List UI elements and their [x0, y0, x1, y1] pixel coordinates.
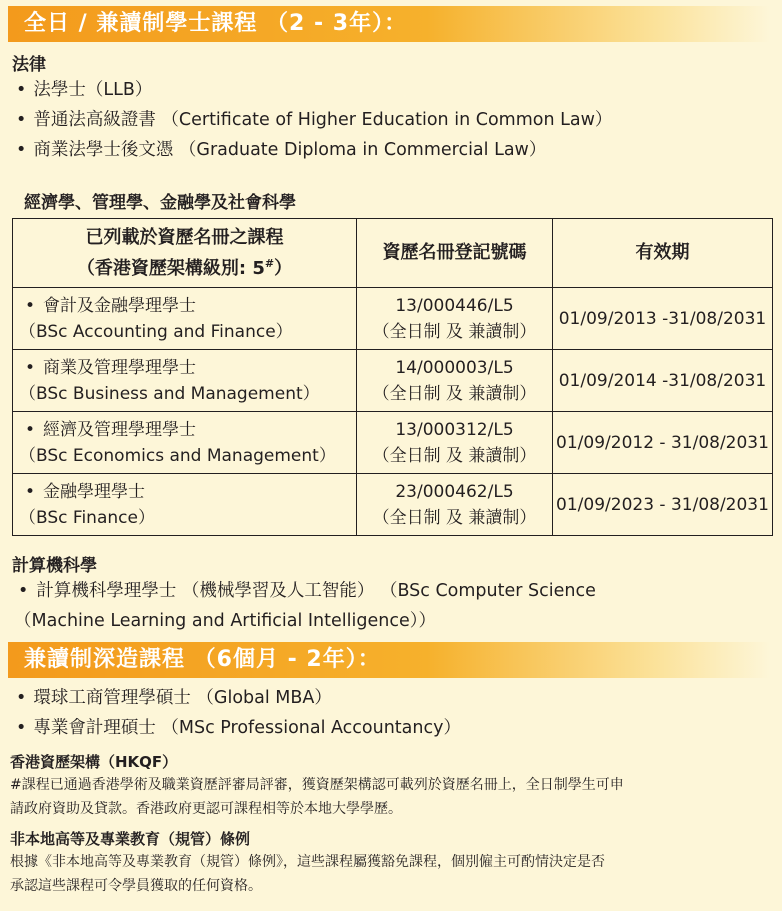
table-row [13, 288, 773, 350]
programme-zh: • 經濟及管理學理學士 [19, 417, 356, 443]
programme-zh: • 商業及管理學理學士 [19, 355, 356, 381]
fulltime-banner: 全日 / 兼讀制學士課程 （2 - 3年）： [8, 6, 770, 42]
study-mode: （全日制 及 兼讀制） [372, 321, 537, 342]
cs-heading: 計算機科學 [12, 556, 97, 576]
list-item: • 普通法高級證書 （Certificate of Higher Education in Common Law） [16, 105, 612, 135]
study-mode: （全日制 及 兼讀制） [372, 445, 537, 466]
registration-number: 13/000446/L5 [395, 295, 514, 316]
nonlocal-text-line2: 承認這些課程可令學員獲取的任何資格。 [10, 878, 262, 894]
validity-cell: 01/09/2014 -31/08/2031 [553, 350, 773, 412]
hkqf-text [10, 773, 770, 821]
programme-zh: • 會計及金融學理學士 [19, 293, 356, 319]
cs-item-line2: （Machine Learning and Artificial Intelligence）） [14, 611, 436, 631]
registration-cell [357, 412, 553, 474]
programme-en: （BSc Economics and Management） [19, 445, 336, 466]
business-heading: 經濟學、管理學、金融學及社會科學 [24, 193, 296, 213]
table-row [13, 474, 773, 536]
list-item: • 環球工商管理學碩士 （Global MBA） [16, 683, 461, 713]
programme-cell [13, 474, 357, 536]
validity-cell: 01/09/2013 -31/08/2031 [553, 288, 773, 350]
study-mode: （全日制 及 兼讀制） [372, 507, 537, 528]
programme-en: （BSc Business and Management） [19, 383, 320, 404]
hkqf-heading: 香港資歷架構（HKQF） [10, 753, 178, 771]
nonlocal-text [10, 850, 770, 898]
parttime-list [16, 683, 461, 743]
table-header-row [13, 219, 773, 288]
header-programme-line2: （香港資歷架構級別: 5#） [76, 256, 293, 279]
programme-table [12, 218, 773, 536]
registration-cell [357, 474, 553, 536]
list-item: • 專業會計理碩士 （MSc Professional Accountancy） [16, 713, 461, 743]
programme-zh: • 金融學理學士 [19, 479, 356, 505]
list-item: • 法學士（LLB） [16, 75, 612, 105]
parttime-banner: 兼讀制深造課程 （6個月 - 2年）： [8, 642, 770, 678]
nonlocal-heading: 非本地高等及專業教育（規管）條例 [10, 830, 251, 848]
programme-en: （BSc Finance） [19, 507, 155, 528]
registration-cell [357, 288, 553, 350]
registration-number: 14/000003/L5 [395, 357, 514, 378]
hkqf-text-line1: #課程已通過香港學術及職業資歷評審局評審，獲資歷架構認可載列於資歷名冊上，全日制學生可申 [10, 777, 624, 793]
programme-cell [13, 350, 357, 412]
nonlocal-text-line1: 根據《非本地高等及專業教育（規管）條例》，這些課程屬獲豁免課程，個別僱主可酌情決定是否 [10, 854, 605, 870]
cs-item [18, 576, 596, 606]
law-heading: 法律 [12, 55, 46, 75]
programme-cell [13, 288, 357, 350]
hkqf-text-line2: 請政府資助及貸款。香港政府更認可課程相等於本地大學學歷。 [10, 801, 402, 817]
bullet: • [18, 581, 29, 601]
header-registration: 資歷名冊登記號碼 [357, 219, 553, 288]
registration-number: 23/000462/L5 [395, 481, 514, 502]
header-programme-line1: 已列載於資歷名冊之課程 [85, 226, 284, 248]
header-programme [13, 219, 357, 288]
validity-cell: 01/09/2012 - 31/08/2031 [553, 412, 773, 474]
table-row [13, 412, 773, 474]
programme-cell [13, 412, 357, 474]
programme-en: （BSc Accounting and Finance） [19, 321, 293, 342]
cs-item-line1: 計算機科學理學士 （機械學習及人工智能） （BSc Computer Science [36, 581, 596, 601]
law-list [16, 75, 612, 165]
study-mode: （全日制 及 兼讀制） [372, 383, 537, 404]
registration-number: 13/000312/L5 [395, 419, 514, 440]
validity-cell: 01/09/2023 - 31/08/2031 [553, 474, 773, 536]
header-validity: 有效期 [553, 219, 773, 288]
registration-cell [357, 350, 553, 412]
list-item: • 商業法學士後文憑 （Graduate Diploma in Commercial Law） [16, 135, 612, 165]
table-row [13, 350, 773, 412]
